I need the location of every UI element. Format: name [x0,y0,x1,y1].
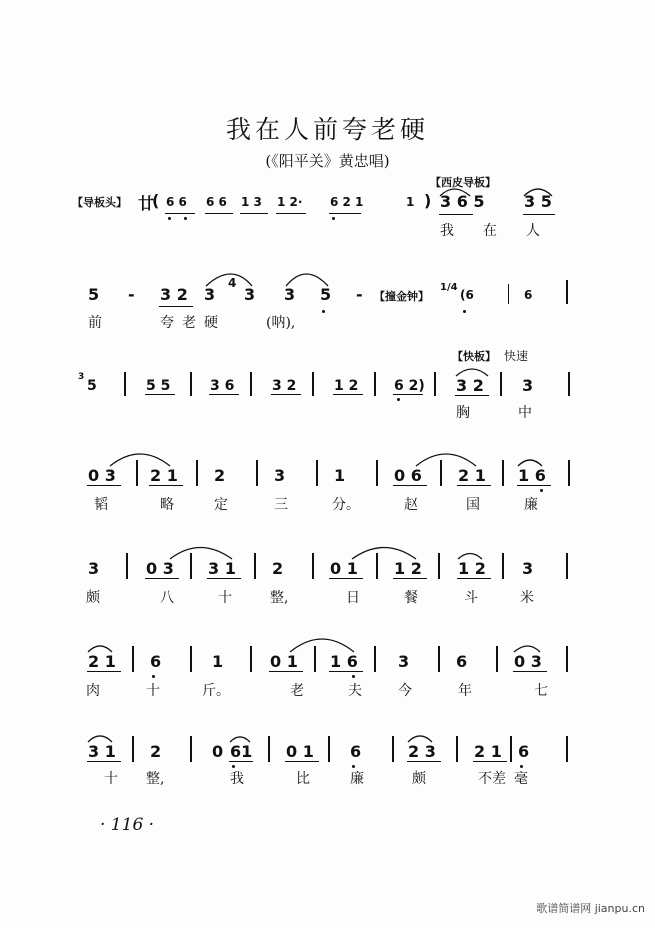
bar-line [566,553,568,579]
bar-line [566,646,568,672]
lyric: 比 [296,771,310,787]
lyric: 国 [466,497,480,513]
note-group: 2 1 [474,742,502,761]
underline [276,213,306,214]
low-octave-dot [520,765,523,768]
underline [393,394,423,395]
note: 3 [522,559,534,578]
lyric: 整, [146,771,165,787]
underline [271,394,301,395]
lyric: 胸 [456,405,470,421]
underline [439,214,473,215]
grace-note: 3 [78,372,85,382]
tag-zhuang-jin-zhong: 【撞金钟】 [374,290,429,303]
bar-line [124,372,126,396]
note-group: 61 [230,742,253,761]
note-group: 2 1 [150,466,178,485]
time-signature: 1/4 [440,282,458,293]
low-octave-dot [540,489,543,492]
bar-line [438,646,440,672]
note: 3 [522,376,534,395]
bar-line [374,372,376,396]
bar-line [126,553,128,579]
underline [149,485,183,486]
note: 3 [244,285,256,304]
lyric: 我 [440,223,454,239]
underline [145,578,179,579]
bar-line [312,553,314,579]
note-group: 3 2 [272,378,297,394]
lyric: 老 [182,315,196,331]
lyric: 毫 [514,771,528,787]
lyric: 夫 [348,683,362,699]
lyric: 十 [146,683,160,699]
bar-line [256,460,258,486]
lyric: 定 [214,497,228,513]
note: 0 [212,742,224,761]
note-group: 6 2) [394,378,425,394]
note-group: 1 6 [330,652,358,671]
lyric: 米 [520,590,534,606]
note-group: 0 6 [394,466,422,485]
underline [329,213,361,214]
low-octave-dot [232,765,235,768]
bar-line [136,460,138,486]
bar-line [502,460,504,486]
note: 3 [284,285,296,304]
note-group: 0 3 [514,652,542,671]
bar-line [376,553,378,579]
note-group: 2 1 [88,652,116,671]
lyric: 廉 [524,497,538,513]
lyric: 八 [160,590,174,606]
note-group: 1 6 [518,466,546,485]
note: 2 [214,466,226,485]
lyric: 年 [458,683,472,699]
low-octave-dot [152,675,155,678]
song-title: 我在人前夸老硬 [225,115,429,144]
note-group: 2 3 [408,742,436,761]
bar-line [374,646,376,672]
note: 3 [88,559,100,578]
lyric: 前 [88,315,102,331]
score-line-6 [0,638,655,708]
underline [473,761,507,762]
note: 6 [150,652,162,671]
underline [329,671,363,672]
bar-line [250,646,252,672]
lyric: 人 [526,223,540,239]
note-group: 1 [406,195,415,209]
underline [457,485,491,486]
lyric: 三 [274,497,288,513]
note-group: 1 2 [458,559,486,578]
note-group: 0 1 [286,742,314,761]
note-group: 3 6 [210,378,235,394]
note: 3 [204,285,216,304]
low-octave-dot [322,310,325,313]
underline [407,761,441,762]
grace-note: 4 [228,276,237,290]
lyric: 中 [518,405,532,421]
note-group: 3 2 [160,285,188,304]
bar-line [568,372,570,396]
lyric: 赵 [404,497,418,513]
lyric: 今 [398,683,412,699]
underline [457,578,491,579]
note-group: 1 3 [241,195,262,209]
underline [513,671,547,672]
lyric: (呐), [266,315,296,331]
note-group: 6 6 [206,195,227,209]
note-group: 3 6 5 [440,192,485,211]
low-octave-dot [397,398,400,401]
lyric: 十 [104,771,118,787]
note-group: 3 1 [88,742,116,761]
low-octave-dot [463,310,466,313]
lyric: 在 [483,223,497,239]
underline [205,213,233,214]
note-group: (6 [460,288,474,302]
note-group: 3 2 [456,376,484,395]
bar-line [392,736,394,762]
underline [165,213,195,214]
score-line-1 [0,170,655,240]
underline [393,485,427,486]
underline [87,485,121,486]
underline [523,214,555,215]
bar-line [510,736,512,762]
bar-line [190,736,192,762]
dash: - [356,285,363,304]
page-number: · 116 · [100,815,155,835]
bar-line [456,736,458,762]
underline [145,394,175,395]
underline [393,578,427,579]
bar-line [496,646,498,672]
note-group: 3 1 [208,559,236,578]
bar-line [566,736,568,762]
lyric: 略 [160,497,174,513]
bar-line [438,553,440,579]
open-paren: ( [152,191,160,210]
bar-line [190,553,192,579]
underline [269,671,303,672]
note: 2 [150,742,162,761]
low-octave-dot [168,217,171,220]
low-octave-dot [352,675,355,678]
low-octave-dot [332,217,335,220]
note: 5 [87,378,97,394]
note: 6 [456,652,468,671]
note: 3 [274,466,286,485]
lyric: 肉 [86,683,100,699]
bar-line [132,646,134,672]
lyric: 斤。 [202,683,230,699]
note: 2 [272,559,284,578]
lyric: 廉 [350,771,364,787]
note-symbol: 廿 [138,194,155,213]
note-group: 3 5 [524,192,552,211]
note: 1 [212,652,224,671]
note-group: 1 2· [277,195,303,209]
lyric: 硬 [204,315,218,331]
bar-line [376,460,378,486]
lyric: 斗 [464,590,478,606]
underline [285,761,319,762]
bar-line [312,372,314,396]
bar-line [500,372,502,396]
lyric: 颇 [86,590,100,606]
tempo-marking: 快速 [504,349,529,363]
bar-line [316,460,318,486]
lyric: 七 [534,683,548,699]
tag-kuaiban: 【快板】 [452,350,496,363]
underline [209,394,239,395]
close-paren: ) [424,191,432,210]
watermark: 歌谱简谱网 jianpu.cn [536,902,645,915]
note-group: 0 1 [330,559,358,578]
bar-line [268,736,270,762]
note: 5 [88,285,100,304]
lyric: 老 [290,683,304,699]
tag-xipi-daoban: 【西皮导板】 [430,176,496,189]
lyric: 整, [270,590,289,606]
underline [455,395,489,396]
song-subtitle: (《阳平关》黄忠唱) [265,152,390,170]
score-line-3 [0,350,655,420]
lyric: 不差 [478,771,506,787]
underline [229,761,253,762]
low-octave-dot [184,217,187,220]
note: 6 [524,288,533,302]
underline [329,578,363,579]
bar-line [190,646,192,672]
lyric: 颇 [412,771,426,787]
lyric: 我 [230,771,244,787]
bar-line [314,646,316,672]
note-group: 0 3 [146,559,174,578]
bar-line [132,736,134,762]
bar-line [328,736,330,762]
lyric: 日 [346,590,360,606]
lyric: 餐 [404,590,418,606]
bar-line [250,372,252,396]
bar-line [434,372,436,396]
underline [240,213,268,214]
underline [207,578,241,579]
tag-daoban-tou: 【导板头】 [72,196,127,209]
lyric: 夸 [160,315,174,331]
bar-line [190,372,192,396]
bar-line [568,460,570,486]
lyric: 韬 [94,497,108,513]
bar-line [502,553,504,579]
note-group: 6 2 1 [330,195,364,209]
note-group: 0 3 [88,466,116,485]
note-group: 0 1 [270,652,298,671]
underline [87,761,121,762]
lyric: 十 [218,590,232,606]
note: 1 [334,466,346,485]
underline [333,394,363,395]
note: 3 [398,652,410,671]
note: 6 [350,742,362,761]
underline [159,306,193,307]
low-octave-dot [352,765,355,768]
bar-line [440,460,442,486]
underline [87,671,121,672]
bar-line [508,284,509,304]
note-group: 6 6 [166,195,187,209]
note-group: 1 2 [394,559,422,578]
note-group: 2 1 [458,466,486,485]
dash: - [128,285,135,304]
score-line-2 [0,270,655,340]
score-line-7 [0,728,655,798]
bar-line [566,280,568,304]
bar-line [254,553,256,579]
note-group: 5 5 [146,378,171,394]
note-group: 1 2 [334,378,359,394]
note: 6 [518,742,530,761]
bar-line [196,460,198,486]
score-line-4 [0,452,655,522]
note: 5 [320,285,332,304]
score-line-5 [0,545,655,615]
underline [517,485,551,486]
lyric: 分。 [332,497,360,513]
